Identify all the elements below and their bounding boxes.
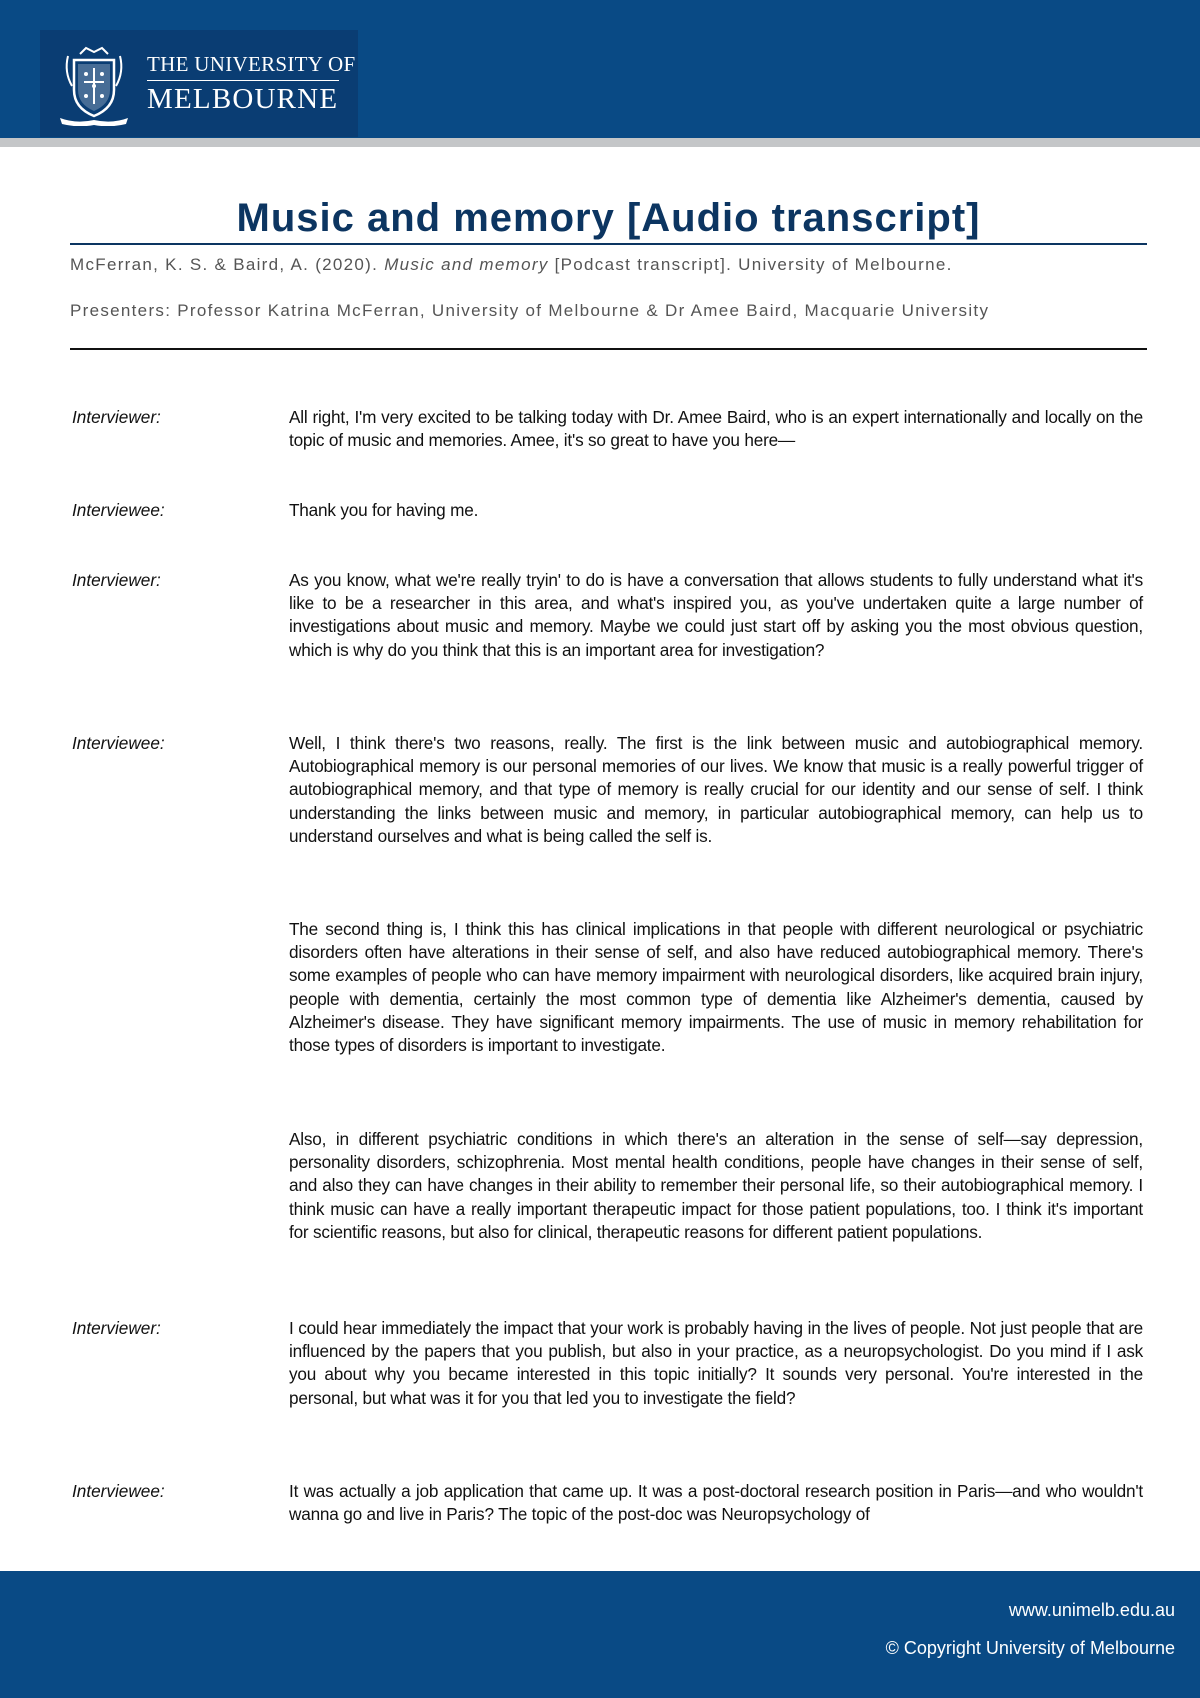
presenters-divider [70, 348, 1147, 350]
presenters-line: Presenters: Professor Katrina McFerran, University of Melbourne & Dr Amee Baird, Macquarie University [70, 301, 990, 320]
transcript-paragraph: The second thing is, I think this has clinical implications in that people with different neurological or psychiatric disorders often have alterations in their sense of self, and also have reduced autobiographical memory. There's some examples of people who can have memory impairment with neurological disorders, like acquired brain injury, people with dementia, certainly the most common type of dementia like Alzheimer's dementia, caused by Alzheimer's disease. They have significant memory impairments. The use of music in memory rehabilitation for those types of disorders is important to investigate. [289, 919, 1143, 1056]
header-divider [0, 138, 1200, 147]
speaker-label: Interviewer: [72, 407, 161, 427]
speaker-label: Interviewer: [72, 570, 161, 590]
footer-copyright: © Copyright University of Melbourne [885, 1638, 1175, 1658]
transcript-paragraph: It was actually a job application that came up. It was a post-doctoral research position in Paris—and who wouldn't wanna go and live in Paris? The topic of the post-doc was Neuropsychology of [289, 1481, 1143, 1525]
university-logo[interactable] [40, 30, 358, 137]
transcript-paragraph: Well, I think there's two reasons, really. The first is the link between music and autobiographical memory. Autobiographical memory is our personal memories of our lives. We know that music is a really powerful trigger of autobiographical memory, and that type of memory is really crucial for our identity and our sense of self. I think understanding the links between music and memory, in particular autobiographical memory, can help us to understand ourselves and what is being called the self is. [289, 733, 1143, 846]
university-crest-icon [56, 46, 132, 126]
citation [70, 253, 1147, 277]
citation-source: [Podcast transcript]. University of Melbourne. [548, 255, 953, 274]
footer-website-link[interactable]: www.unimelb.edu.au [1008, 1600, 1175, 1620]
document-title: Music and memory [Audio transcript] [236, 196, 981, 240]
speaker-label: Interviewee: [72, 733, 165, 753]
page-footer [0, 1571, 1200, 1698]
transcript-paragraph: As you know, what we're really tryin' to do is have a conversation that allows students to fully understand what it's like to be a researcher in this area, and what's inspired you, as you've undertaken quite a large number of investigations about music and memory. Maybe we could just start off by asking you the most obvious question, which is why do you think that this is an important area for investigation? [289, 570, 1143, 660]
title-divider [70, 243, 1147, 245]
transcript-paragraph: Also, in different psychiatric conditions in which there's an alteration in the sense of self—say depression, personality disorders, schizophrenia. Most mental health conditions, people have changes in their sense of self, and also they can have changes in their ability to remember their personal life, so their autobiographical memory. I think music can have a really important therapeutic impact for those patient populations, too. I think it's important for scientific reasons, but also for clinical, therapeutic reasons for different patient populations. [289, 1129, 1143, 1242]
speaker-label: Interviewee: [72, 1481, 165, 1501]
transcript-paragraph: I could hear immediately the impact that your work is probably having in the lives of people. Not just people that are influenced by the papers that you publish, but also in your practice, as a neuropsychologist. Do you mind if I ask you about why you became interested in this topic initially? It sounds very personal. You're interested in the personal, but what was it for you that led you to investigate the field? [289, 1318, 1143, 1408]
citation-title: Music and memory [384, 255, 549, 274]
transcript-paragraph: All right, I'm very excited to be talking today with Dr. Amee Baird, who is an expert internationally and locally on the topic of music and memories. Amee, it's so great to have you here— [289, 407, 1143, 451]
speaker-label: Interviewer: [72, 1318, 161, 1338]
logo-text-top: THE UNIVERSITY OF [147, 52, 356, 76]
logo-text-main: MELBOURNE [147, 83, 339, 115]
citation-authors: McFerran, K. S. & Baird, A. (2020). [70, 255, 385, 274]
logo-divider [147, 80, 339, 81]
speaker-label: Interviewee: [72, 500, 165, 520]
transcript-paragraph: Thank you for having me. [289, 500, 479, 520]
